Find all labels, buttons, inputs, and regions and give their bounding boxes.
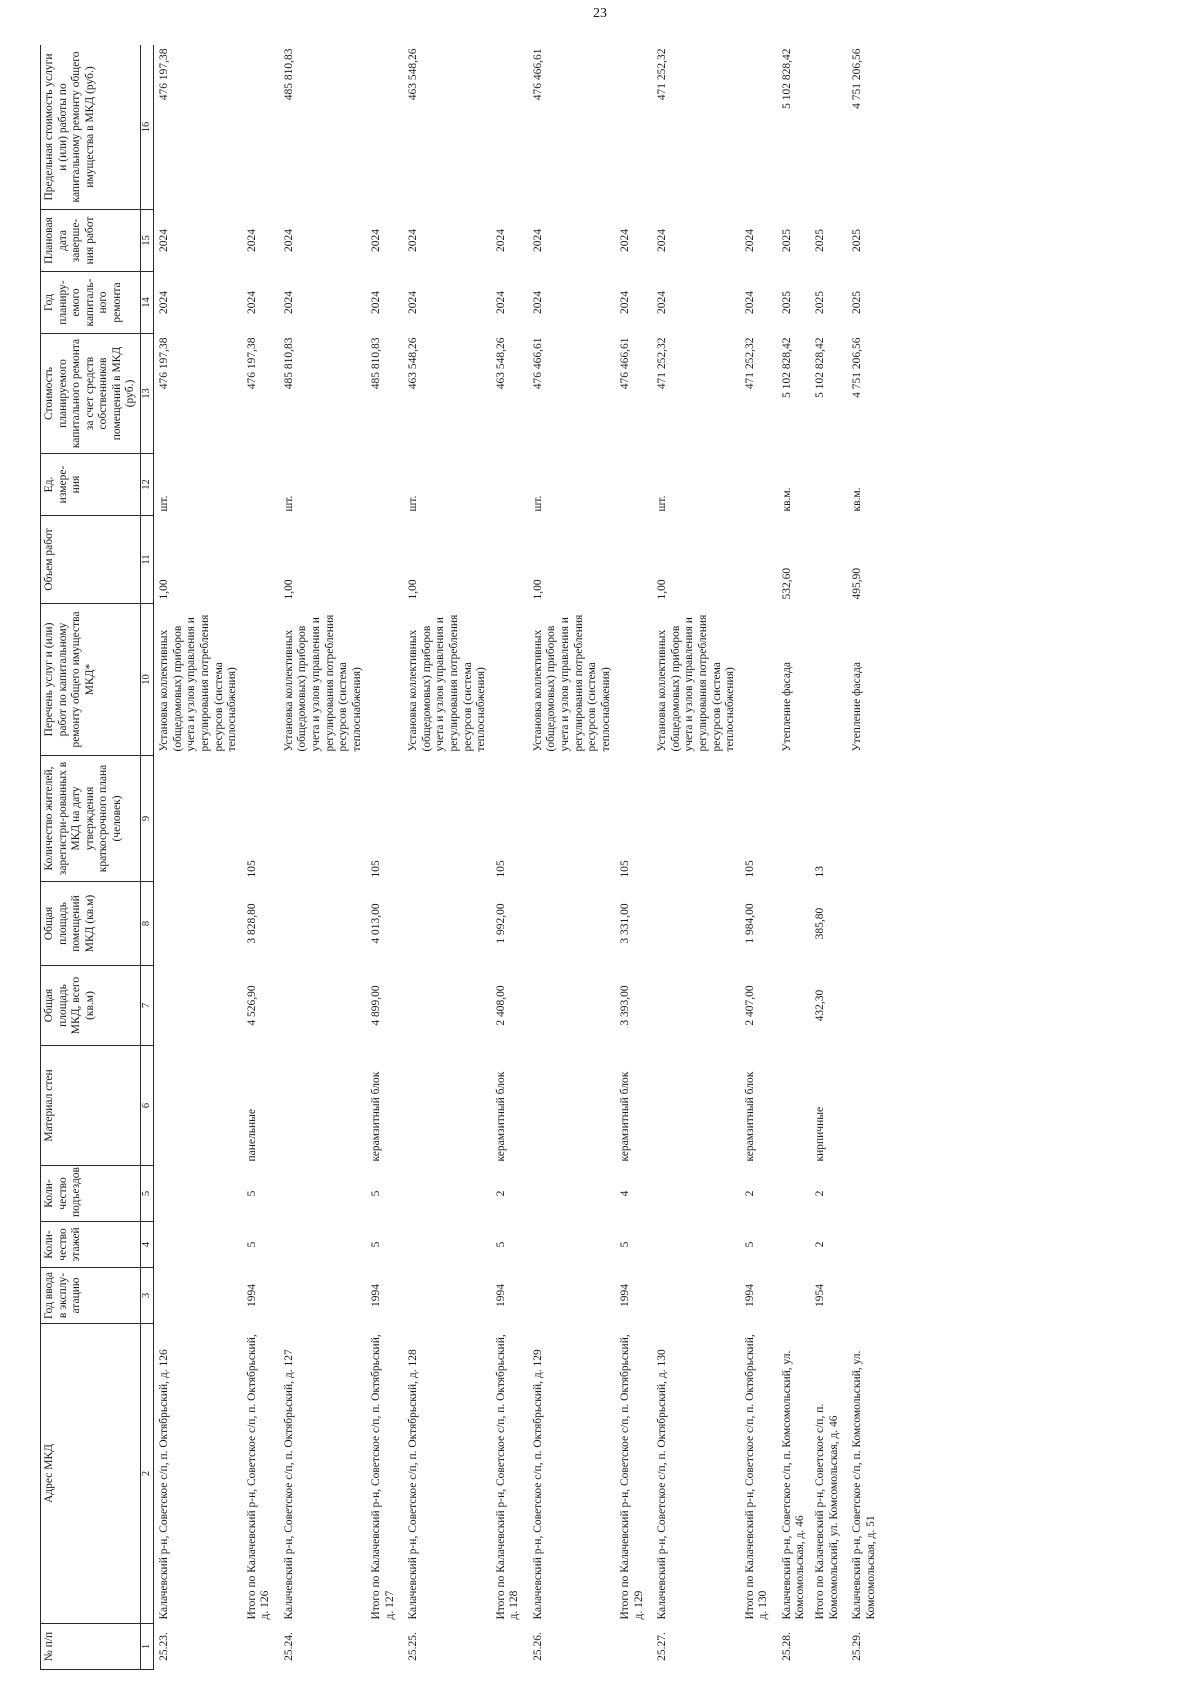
area-rooms-cell [777, 882, 810, 966]
max-cost-cell [242, 45, 279, 210]
row-number [242, 1624, 279, 1670]
area-rooms-cell: 1 992,00 [494, 903, 507, 944]
unit-cell: шт. [158, 495, 171, 512]
cost-cell: 485 810,83 [282, 337, 295, 390]
column-number: 1 [140, 1624, 153, 1670]
work-list-cell: Установка коллективных (общедомовых) приборов учета и узлов управления и регулирования потребления ресурсов (система теплоснабжения) [158, 614, 239, 752]
wall-material-cell [403, 1046, 490, 1166]
residents-cell [652, 756, 739, 882]
work-list-cell: Утепление фасада [851, 662, 864, 752]
year-cell [403, 1268, 490, 1324]
year-cell: 1994 [370, 1284, 383, 1307]
max-cost-cell: 4 751 206,56 [851, 48, 864, 109]
plan-year-cell: 2025 [813, 291, 826, 314]
area-total-cell: 2 407,00 [743, 985, 756, 1026]
cost-cell: 476 466,61 [619, 337, 632, 390]
wall-material-cell [154, 1046, 242, 1166]
cost-cell: 4 751 206,56 [851, 337, 864, 398]
area-rooms-cell [279, 882, 366, 966]
column-header: Стоимость планируемого капитального ремонта за счет средств собственников помещений в МКД (руб.) [41, 334, 141, 454]
entrances-cell [403, 1166, 490, 1222]
header-row [41, 45, 141, 1670]
volume-cell [491, 516, 528, 604]
residents-cell: 13 [813, 866, 826, 878]
volume-cell: 1,00 [282, 579, 295, 600]
volume-cell: 495,90 [851, 567, 864, 600]
column-header: Коли-чество этажей [41, 1222, 141, 1268]
row-number [740, 1624, 777, 1670]
area-total-cell: 2 408,00 [494, 985, 507, 1026]
year-cell [154, 1268, 242, 1324]
max-cost-cell [740, 45, 777, 210]
unit-cell: кв.м. [851, 487, 864, 512]
cost-cell: 5 102 828,42 [780, 337, 793, 398]
floors-cell: 5 [743, 1241, 756, 1248]
plan-year-cell: 2024 [656, 291, 669, 314]
table-row [777, 45, 810, 1670]
residents-cell [528, 756, 615, 882]
table-row [528, 45, 615, 1670]
end-date-cell: 2024 [619, 229, 632, 252]
row-number [810, 1624, 847, 1670]
address-cell: Итого по Калачевский р-н, Советское с/п, п. Октябрьский, д. 128 [494, 1334, 521, 1620]
column-number: 6 [140, 1046, 153, 1166]
rotated-page [40, 45, 1170, 1670]
column-header: Объем работ [41, 516, 141, 604]
end-date-cell: 2024 [743, 229, 756, 252]
column-number: 8 [140, 882, 153, 966]
total-row [366, 45, 403, 1670]
entrances-cell [528, 1166, 615, 1222]
unit-cell: шт. [531, 495, 544, 512]
unit-cell: шт. [656, 495, 669, 512]
volume-cell [740, 516, 777, 604]
cost-cell: 485 810,83 [370, 337, 383, 390]
residents-cell: 105 [743, 860, 756, 878]
volume-cell: 532,60 [780, 567, 793, 600]
residents-cell [777, 756, 810, 882]
volume-cell [810, 516, 847, 604]
work-list-cell [366, 604, 403, 756]
column-number: 13 [140, 334, 153, 454]
entrances-cell: 2 [494, 1190, 507, 1197]
year-cell [847, 1268, 880, 1324]
area-rooms-cell [652, 882, 739, 966]
area-total-cell: 3 393,00 [619, 985, 632, 1026]
wall-material-cell [847, 1046, 880, 1166]
floors-cell: 5 [245, 1241, 258, 1248]
row-number [366, 1624, 403, 1670]
end-date-cell: 2025 [813, 229, 826, 252]
column-header: Перечень услуг и (или) работ по капитальному ремонту общего имущества МКД* [41, 604, 141, 756]
year-cell [652, 1268, 739, 1324]
cost-cell: 463 548,26 [407, 337, 420, 390]
cost-cell: 471 252,32 [656, 337, 669, 390]
max-cost-cell [366, 45, 403, 210]
plan-year-cell: 2024 [245, 291, 258, 314]
total-row [615, 45, 652, 1670]
repair-plan-table [40, 45, 880, 1670]
total-row [491, 45, 528, 1670]
entrances-cell: 2 [813, 1190, 826, 1197]
area-rooms-cell: 3 331,00 [619, 903, 632, 944]
column-number: 7 [140, 966, 153, 1046]
cost-cell: 471 252,32 [743, 337, 756, 390]
column-header: Коли-чество подъездов [41, 1166, 141, 1222]
work-list-cell: Установка коллективных (общедомовых) приборов учета и узлов управления и регулирования потребления ресурсов (система теплоснабжения) [282, 614, 363, 752]
address-cell: Калачевский р-н, Советское с/п, п. Комсомольский, ул. Комсомольская, д. 51 [851, 1350, 877, 1620]
end-date-cell: 2024 [494, 229, 507, 252]
address-cell: Калачевский р-н, Советское с/п, п. Октябрьский, д. 126 [158, 1349, 171, 1620]
entrances-cell [847, 1166, 880, 1222]
work-list-cell [740, 604, 777, 756]
address-cell: Итого по Калачевский р-н, Советское с/п, п. Октябрьский, д. 126 [245, 1334, 272, 1620]
row-number: 25.27. [656, 1632, 669, 1661]
floors-cell [403, 1222, 490, 1268]
area-rooms-cell: 4 013,00 [370, 903, 383, 944]
year-cell: 1954 [813, 1284, 826, 1307]
plan-year-cell: 2024 [619, 291, 632, 314]
table-row [652, 45, 739, 1670]
end-date-cell: 2024 [531, 229, 544, 252]
volume-cell [615, 516, 652, 604]
column-header: № п/п [41, 1624, 141, 1670]
end-date-cell: 2024 [656, 229, 669, 252]
column-number: 9 [140, 756, 153, 882]
row-number: 25.26. [531, 1632, 544, 1661]
end-date-cell: 2024 [370, 229, 383, 252]
floors-cell: 5 [494, 1241, 507, 1248]
area-rooms-cell [528, 882, 615, 966]
row-number: 25.25. [407, 1632, 420, 1661]
residents-cell [403, 756, 490, 882]
area-total-cell [777, 966, 810, 1046]
column-number: 4 [140, 1222, 153, 1268]
wall-material-cell [652, 1046, 739, 1166]
column-header: Плановая дата заверше-ния работ [41, 210, 141, 272]
residents-cell: 105 [619, 860, 632, 878]
column-header: Год ввода в эксплу-атацию [41, 1268, 141, 1324]
entrances-cell: 5 [245, 1190, 258, 1197]
max-cost-cell [491, 45, 528, 210]
row-number: 25.24. [282, 1632, 295, 1661]
unit-cell [366, 454, 403, 516]
wall-material-cell [777, 1046, 810, 1166]
end-date-cell: 2024 [158, 229, 171, 252]
entrances-cell [777, 1166, 810, 1222]
address-cell: Итого по Калачевский р-н, Советское с/п, п. Октябрьский, д. 127 [370, 1334, 396, 1620]
year-cell: 1994 [743, 1284, 756, 1307]
volume-cell [242, 516, 279, 604]
residents-cell [154, 756, 242, 882]
table-row [403, 45, 490, 1670]
column-number: 2 [140, 1324, 153, 1624]
area-total-cell [847, 966, 880, 1046]
wall-material-cell: керамзитный блок [743, 1071, 756, 1162]
column-number: 11 [140, 516, 153, 604]
column-number: 3 [140, 1268, 153, 1324]
work-list-cell: Установка коллективных (общедомовых) приборов учета и узлов управления и регулирования потребления ресурсов (система теплоснабжения) [531, 614, 612, 752]
area-total-cell [154, 966, 242, 1046]
cost-cell: 476 197,38 [158, 337, 171, 390]
floors-cell [847, 1222, 880, 1268]
year-cell: 1994 [494, 1284, 507, 1307]
max-cost-cell: 471 252,32 [656, 48, 669, 101]
volume-cell [366, 516, 403, 604]
unit-cell [810, 454, 847, 516]
area-rooms-cell [154, 882, 242, 966]
row-number: 25.23. [158, 1632, 171, 1661]
column-number-row [140, 45, 153, 1670]
table-row [154, 45, 242, 1670]
wall-material-cell [279, 1046, 366, 1166]
floors-cell: 5 [370, 1241, 383, 1248]
entrances-cell: 5 [370, 1190, 383, 1197]
column-number: 5 [140, 1166, 153, 1222]
wall-material-cell: панельные [245, 1109, 258, 1162]
entrances-cell [279, 1166, 366, 1222]
area-total-cell: 4 526,90 [245, 985, 258, 1026]
floors-cell: 5 [619, 1241, 632, 1248]
area-total-cell [279, 966, 366, 1046]
area-rooms-cell [403, 882, 490, 966]
max-cost-cell: 5 102 828,42 [780, 48, 793, 109]
max-cost-cell: 476 466,61 [531, 48, 544, 101]
address-cell: Итого по Калачевский р-н, Советское с/п, п. Октябрьский, д. 129 [619, 1334, 645, 1620]
cost-cell: 476 197,38 [245, 337, 258, 390]
plan-year-cell: 2024 [407, 291, 420, 314]
total-row [740, 45, 777, 1670]
residents-cell [847, 756, 880, 882]
column-header: Ед. измере-ния [41, 454, 141, 516]
wall-material-cell: керамзитный блок [494, 1071, 507, 1162]
area-total-cell [528, 966, 615, 1046]
area-total-cell [403, 966, 490, 1046]
address-cell: Калачевский р-н, Советское с/п, п. Октябрьский, д. 128 [407, 1349, 420, 1620]
wall-material-cell: кирпичные [813, 1106, 826, 1162]
residents-cell [279, 756, 366, 882]
column-header: Год планиру-емого капиталь-ного ремонта [41, 272, 141, 334]
cost-cell: 5 102 828,42 [813, 337, 826, 398]
entrances-cell [154, 1166, 242, 1222]
year-cell [528, 1268, 615, 1324]
max-cost-cell [810, 45, 847, 210]
floors-cell [528, 1222, 615, 1268]
table-row [847, 45, 880, 1670]
address-cell: Калачевский р-н, Советское с/п, п. Комсомольский, ул. Комсомольская, д. 46 [780, 1350, 807, 1620]
year-cell: 1994 [245, 1284, 258, 1307]
work-list-cell [491, 604, 528, 756]
cost-cell: 476 466,61 [531, 337, 544, 390]
max-cost-cell [615, 45, 652, 210]
end-date-cell: 2025 [780, 229, 793, 252]
area-rooms-cell: 3 828,80 [245, 903, 258, 944]
work-list-cell [242, 604, 279, 756]
plan-year-cell: 2025 [851, 291, 864, 314]
table-rotator [40, 45, 1170, 1670]
row-number [615, 1624, 652, 1670]
plan-year-cell: 2024 [743, 291, 756, 314]
row-number [491, 1624, 528, 1670]
work-list-cell: Установка коллективных (общедомовых) приборов учета и узлов управления и регулирования потребления ресурсов (система теплоснабжения) [407, 614, 488, 752]
residents-cell: 105 [245, 860, 258, 878]
max-cost-cell: 463 548,26 [407, 48, 420, 101]
column-number: 12 [140, 454, 153, 516]
area-rooms-cell: 385,80 [813, 907, 826, 940]
entrances-cell: 4 [619, 1190, 632, 1197]
address-cell: Калачевский р-н, Советское с/п, п. Октябрьский, д. 129 [531, 1349, 544, 1620]
area-total-cell [652, 966, 739, 1046]
volume-cell: 1,00 [158, 579, 171, 600]
cost-cell: 463 548,26 [494, 337, 507, 390]
column-number: 14 [140, 272, 153, 334]
residents-cell: 105 [370, 860, 383, 878]
end-date-cell: 2024 [407, 229, 420, 252]
page-number: 23 [593, 6, 607, 21]
total-row [810, 45, 847, 1670]
column-number: 10 [140, 604, 153, 756]
column-header: Адрес МКД [41, 1324, 141, 1624]
unit-cell [740, 454, 777, 516]
year-cell: 1994 [619, 1284, 632, 1307]
work-list-cell: Установка коллективных (общедомовых) приборов учета и узлов управления и регулирования потребления ресурсов (система теплоснабжения) [656, 614, 737, 752]
column-number: 16 [140, 45, 153, 210]
plan-year-cell: 2024 [158, 291, 171, 314]
area-rooms-cell [847, 882, 880, 966]
volume-cell: 1,00 [531, 579, 544, 600]
entrances-cell: 2 [743, 1190, 756, 1197]
wall-material-cell [528, 1046, 615, 1166]
plan-year-cell: 2025 [780, 291, 793, 314]
entrances-cell [652, 1166, 739, 1222]
floors-cell: 2 [813, 1241, 826, 1248]
volume-cell: 1,00 [407, 579, 420, 600]
address-cell: Итого по Калачевский р-н, Советское с/п, п. Октябрьский, д. 130 [743, 1334, 770, 1620]
area-total-cell: 4 899,00 [370, 985, 383, 1026]
column-header: Количество жителей, зарегистри-рованных в МКД на дату утверждения краткосрочного плана (человек) [41, 756, 141, 882]
end-date-cell: 2025 [851, 229, 864, 252]
year-cell [777, 1268, 810, 1324]
address-cell: Калачевский р-н, Советское с/п, п. Октябрьский, д. 127 [282, 1349, 295, 1620]
plan-year-cell: 2024 [494, 291, 507, 314]
year-cell [279, 1268, 366, 1324]
unit-cell [491, 454, 528, 516]
plan-year-cell: 2024 [282, 291, 295, 314]
area-rooms-cell: 1 984,00 [743, 903, 756, 944]
unit-cell: шт. [282, 495, 295, 512]
floors-cell [279, 1222, 366, 1268]
column-header: Общая площадь помещений МКД (кв.м) [41, 882, 141, 966]
max-cost-cell: 485 810,83 [282, 48, 295, 101]
unit-cell [242, 454, 279, 516]
floors-cell [652, 1222, 739, 1268]
table-body [154, 45, 880, 1670]
column-number: 15 [140, 210, 153, 272]
plan-year-cell: 2024 [370, 291, 383, 314]
unit-cell: кв.м. [780, 487, 793, 512]
floors-cell [154, 1222, 242, 1268]
area-total-cell: 432,30 [813, 989, 826, 1022]
table-row [279, 45, 366, 1670]
end-date-cell: 2024 [282, 229, 295, 252]
row-number: 25.28. [780, 1632, 793, 1661]
work-list-cell: Утепление фасада [780, 662, 793, 752]
row-number: 25.29. [851, 1632, 864, 1661]
plan-year-cell: 2024 [531, 291, 544, 314]
unit-cell: шт. [407, 495, 420, 512]
column-header: Материал стен [41, 1046, 141, 1166]
work-list-cell [615, 604, 652, 756]
address-cell: Итого по Калачевский р-н, Советское с/п, п. Комсомольский, ул. Комсомольская, д. 46 [813, 1403, 840, 1620]
column-header: Предельная стоимость услуги и (или) работы по капитальному ремонту общего имущества в МКД (руб.) [41, 45, 141, 210]
max-cost-cell: 476 197,38 [158, 48, 171, 101]
address-cell: Калачевский р-н, Советское с/п, п. Октябрьский, д. 130 [656, 1349, 669, 1620]
unit-cell [615, 454, 652, 516]
work-list-cell [810, 604, 847, 756]
floors-cell [777, 1222, 810, 1268]
end-date-cell: 2024 [245, 229, 258, 252]
wall-material-cell: керамзитный блок [370, 1071, 383, 1162]
column-header: Общая площадь МКД, всего (кв.м) [41, 966, 141, 1046]
volume-cell: 1,00 [656, 579, 669, 600]
residents-cell: 105 [494, 860, 507, 878]
wall-material-cell: керамзитный блок [619, 1071, 632, 1162]
total-row [242, 45, 279, 1670]
